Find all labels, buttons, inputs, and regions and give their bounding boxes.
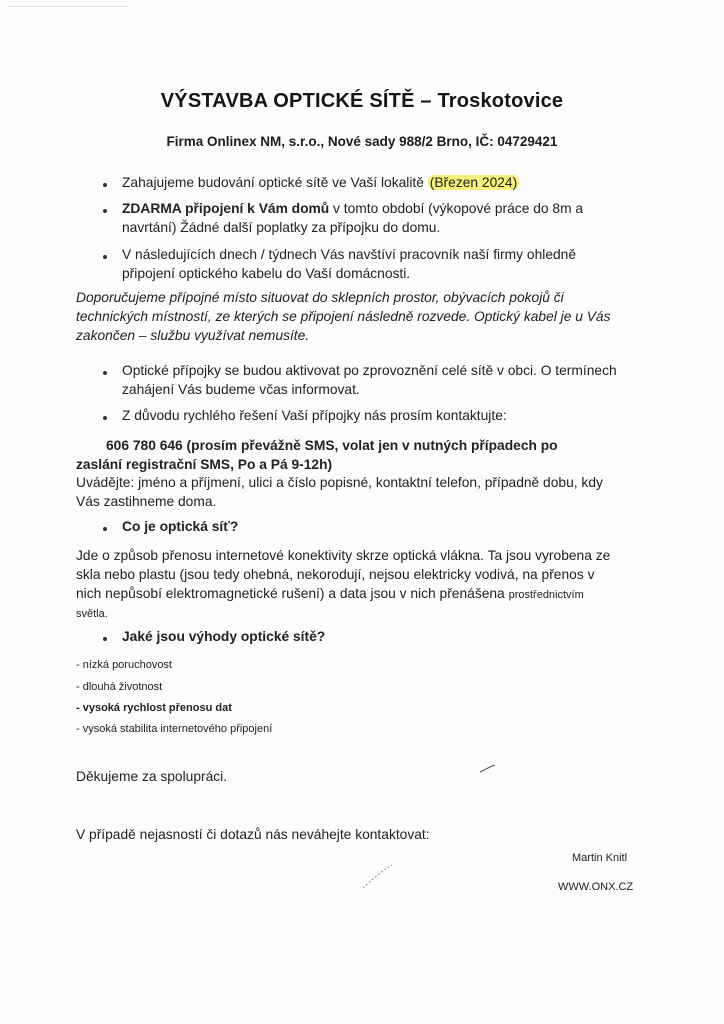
what-is-paragraph [76,546,666,624]
contact-instructions-line2: Vás zastihneme doma. [76,494,217,509]
contact-phone-line1: 606 780 646 (prosím převážně SMS, volat jen v nutných případech po [106,438,558,453]
signature-web: WWW.ONX.CZ [558,881,634,893]
bullet-icon [103,527,107,531]
recommendation-line3: zakončen – službu využívat nemusíte. [76,328,310,343]
bullet-icon [103,183,107,187]
contact-phone-line2: zaslání registrační SMS, Po a Pá 9-12h) [76,457,333,472]
what-is-line1: Jde o způsob přenosu internetové konektivity skrze optická vlákna. Ta jsou vyrobena ze [76,548,611,563]
what-is-line4: světla. [76,608,108,620]
bullet-icon [103,416,107,420]
advantage-item: - dlouhá životnost [76,681,163,693]
advantage-item: - vysoká rychlost přenosu dat [76,702,232,714]
visit-line1: V následujících dnech / týdnech Vás navštíví pracovník naší firmy ohledně [122,247,577,262]
what-is-line2: skla nebo plastu (jsou tedy ohebná, nekorodují, nejsou elektricky vodivá, na přenos v [76,567,595,582]
advantage-item: - vysoká stabilita internetového připojení [76,723,273,735]
free-connection-bold: ZDARMA připojení k Vám domů [122,201,330,216]
recommendation-paragraph [76,288,656,345]
pen-stroke-icon [360,862,396,892]
recommendation-line2: technických místností, ze kterých se připojení následně rozvede. Optický kabel je u Vás [76,309,611,324]
contact-prompt: V případě nejasností či dotazů nás neváhejte kontaktovat: [76,827,430,842]
signature-name: Martin Knitl [572,852,628,864]
bullet-contact-us: Z důvodu rychlého řešení Vaší přípojky nás prosím kontaktujte: [122,408,507,423]
what-is-line3: nich nepůsobí elektromagnetické rušení) a data jsou v nich přenášena [76,586,509,601]
company-info: Firma Onlinex NM, s.r.o., Nové sady 988/2 Brno, IČ: 04729421 [166,134,558,149]
bullet-icon [103,371,107,375]
bullet-icon [103,255,107,259]
construction-text: Zahajujeme budování optické sítě ve Vaší lokalitě [122,175,428,190]
contact-instructions-line1: Uvádějte: jméno a příjmení, ulici a číslo popisné, kontaktní telefon, případně dobu, kdy [76,475,603,490]
advantages-heading: Jaké jsou výhody optické sítě? [122,629,326,644]
construction-date-highlight: (Březen 2024) [429,175,518,190]
activation-line2: zahájení Vás budeme včas informovat. [122,382,360,397]
document-title: VÝSTAVBA OPTICKÉ SÍTĚ – Troskotovice [160,90,564,112]
what-is-line3-small: prostřednictvím [508,589,584,601]
bullet-activation [122,361,662,399]
visit-line2: připojení optického kabelu do Vaší domácnosti. [122,266,411,281]
recommendation-line1: Doporučujeme přípojné místo situovat do sklepních prostor, obývacích pokojů či [76,290,564,305]
thanks-text: Děkujeme za spolupráci. [76,769,228,784]
bullet-visit [122,245,652,283]
advantage-item: - nízká poruchovost [76,659,172,671]
bullet-icon [103,209,107,213]
free-connection-rest: v tomto období (výkopové práce do 8m a [329,201,584,216]
free-connection-line2: navrtání) Žádné další poplatky za přípojku do domu. [122,220,441,235]
activation-line1: Optické přípojky se budou aktivovat po zprovoznění celé sítě v obci. O termínech [122,363,617,378]
what-is-heading: Co je optická síť? [122,519,239,534]
bullet-construction-start [122,173,642,192]
scan-artifact [8,6,128,7]
bullet-icon [103,637,107,641]
bullet-free-connection [122,199,642,237]
pen-mark-icon [478,760,498,776]
contact-instructions [76,473,666,511]
